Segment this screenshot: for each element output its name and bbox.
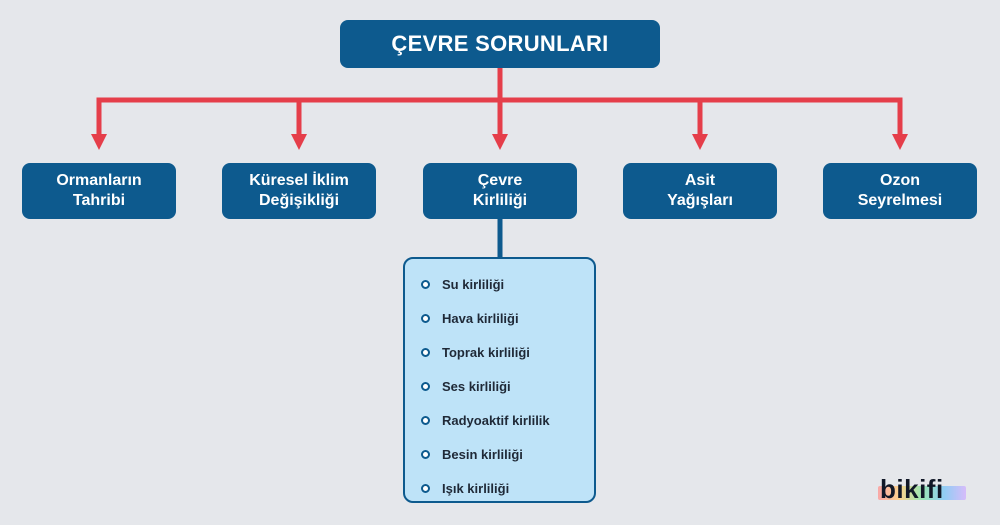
logo-text: bikifi (880, 474, 944, 504)
bullet-icon (421, 280, 430, 289)
root-label: ÇEVRE SORUNLARI (391, 31, 609, 56)
list-item-label: Toprak kirliliği (442, 344, 530, 360)
category-ozone-depletion (823, 163, 977, 219)
list-item-label: Ses kirliliği (442, 378, 511, 394)
list-item-label: Besin kirliliği (442, 446, 523, 462)
list-item (421, 335, 594, 369)
bullet-icon (421, 484, 430, 493)
category-label-line2: Yağışları (667, 192, 733, 209)
list-item-label: Işık kirliliği (442, 480, 510, 496)
category-label-line2: Tahribi (72, 192, 126, 209)
list-item (421, 471, 594, 505)
arrow-head (892, 134, 908, 150)
bullet-icon (421, 450, 430, 459)
arrow-head (91, 134, 107, 150)
bullet-icon (421, 382, 430, 391)
category-label-line2: Seyrelmesi (857, 192, 943, 209)
list-item-label: Su kirliliği (442, 276, 505, 292)
arrow-head (291, 134, 307, 150)
list-item-label: Hava kirliliği (442, 310, 519, 326)
category-environmental-pollution (423, 163, 577, 219)
list-item (421, 369, 594, 403)
arrow-head (492, 134, 508, 150)
category-climate-change (222, 163, 376, 219)
category-acid-rain (623, 163, 777, 219)
root-node (340, 20, 660, 68)
category-label-line1: Ormanların (56, 172, 142, 189)
category-forest-destruction (22, 163, 176, 219)
category-label-line1: Asit (684, 172, 716, 189)
list-item (421, 437, 594, 471)
category-label-line1: Küresel İklim (249, 172, 349, 189)
list-item-label: Radyoaktif kirlilik (442, 412, 550, 428)
category-label-line1: Çevre (477, 172, 523, 189)
list-item (421, 403, 594, 437)
pollution-types-list (403, 257, 596, 503)
bullet-icon (421, 416, 430, 425)
bikifi-logo (876, 474, 976, 510)
list-item (421, 301, 594, 335)
arrow-head (692, 134, 708, 150)
category-label-line2: Kirliliği (472, 192, 528, 209)
bullet-icon (421, 314, 430, 323)
list-item (421, 267, 594, 301)
category-label-line2: Değişikliği (258, 192, 340, 209)
category-label-line1: Ozon (880, 172, 920, 189)
bullet-icon (421, 348, 430, 357)
